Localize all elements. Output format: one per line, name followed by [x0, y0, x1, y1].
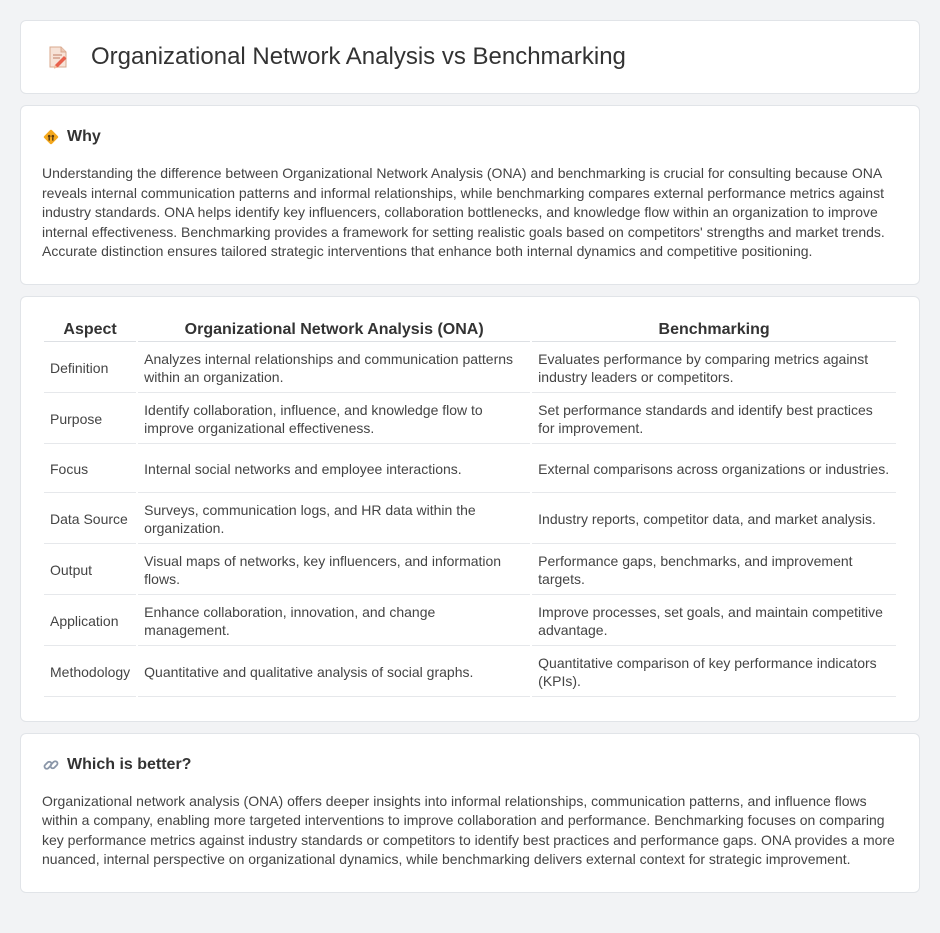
benchmarking-cell: Industry reports, competitor data, and market analysis. [532, 495, 896, 544]
table-row [44, 597, 896, 646]
ona-cell: Visual maps of networks, key influencers, and information flows. [138, 546, 530, 595]
why-body: Understanding the difference between Organizational Network Analysis (ONA) and benchmarking is crucial for consulting because ONA reveals internal communication patterns and informal relationships, while benchmarking compares external performance metrics against industry standards. ONA helps identify key influencers, collaboration bottlenecks, and knowledge flow within an organization to improve internal effectiveness. Benchmarking provides a framework for setting realistic goals based on competitors' strengths and market trends. Accurate distinction ensures tailored strategic interventions that enhance both internal dynamics and competitive positioning. [42, 165, 885, 259]
which-is-better-section [20, 733, 920, 893]
ona-cell: Internal social networks and employee interactions. [138, 446, 530, 493]
table-header-row [44, 317, 896, 342]
ona-cell: Identify collaboration, influence, and knowledge flow to improve organizational effectiveness. [138, 395, 530, 444]
document-pencil-icon [45, 44, 71, 70]
link-icon [42, 756, 60, 774]
comparison-table [42, 315, 898, 699]
why-title: Why [67, 128, 101, 145]
aspect-cell: Purpose [44, 395, 136, 444]
aspect-cell: Methodology [44, 648, 136, 697]
aspect-cell: Application [44, 597, 136, 646]
ona-cell: Enhance collaboration, innovation, and change management. [138, 597, 530, 646]
ona-cell: Analyzes internal relationships and communication patterns within an organization. [138, 344, 530, 393]
why-section [20, 105, 920, 285]
table-row [44, 648, 896, 697]
comparison-card [20, 296, 920, 722]
table-row [44, 546, 896, 595]
better-body: Organizational network analysis (ONA) offers deeper insights into informal relationships, communication patterns, and influence flows within a company, enabling more targeted interventions to improve collaboration and performance. Benchmarking focuses on comparing key performance metrics against industry standards or competitors to identify best practices and performance gaps. ONA provides a more nuanced, internal perspective on organizational dynamics, while benchmarking delivers external context for strategic improvement. [42, 792, 895, 867]
benchmarking-cell: External comparisons across organizations or industries. [532, 446, 896, 493]
table-row [44, 495, 896, 544]
benchmarking-cell: Performance gaps, benchmarks, and improvement targets. [532, 546, 896, 595]
table-row [44, 446, 896, 493]
header-benchmarking: Benchmarking [532, 317, 896, 342]
page-title: Organizational Network Analysis vs Benchmarking [91, 43, 626, 70]
table-row [44, 395, 896, 444]
aspect-cell: Output [44, 546, 136, 595]
ona-cell: Quantitative and qualitative analysis of social graphs. [138, 648, 530, 697]
aspect-cell: Definition [44, 344, 136, 393]
aspect-cell: Focus [44, 446, 136, 493]
header-aspect: Aspect [44, 317, 136, 342]
title-card [20, 20, 920, 94]
benchmarking-cell: Set performance standards and identify best practices for improvement. [532, 395, 896, 444]
benchmarking-cell: Quantitative comparison of key performance indicators (KPIs). [532, 648, 896, 697]
header-ona: Organizational Network Analysis (ONA) [138, 317, 530, 342]
diamond-sign-icon [42, 128, 60, 146]
table-row [44, 344, 896, 393]
benchmarking-cell: Evaluates performance by comparing metrics against industry leaders or competitors. [532, 344, 896, 393]
benchmarking-cell: Improve processes, set goals, and maintain competitive advantage. [532, 597, 896, 646]
aspect-cell: Data Source [44, 495, 136, 544]
better-title: Which is better? [67, 755, 192, 773]
ona-cell: Surveys, communication logs, and HR data within the organization. [138, 495, 530, 544]
